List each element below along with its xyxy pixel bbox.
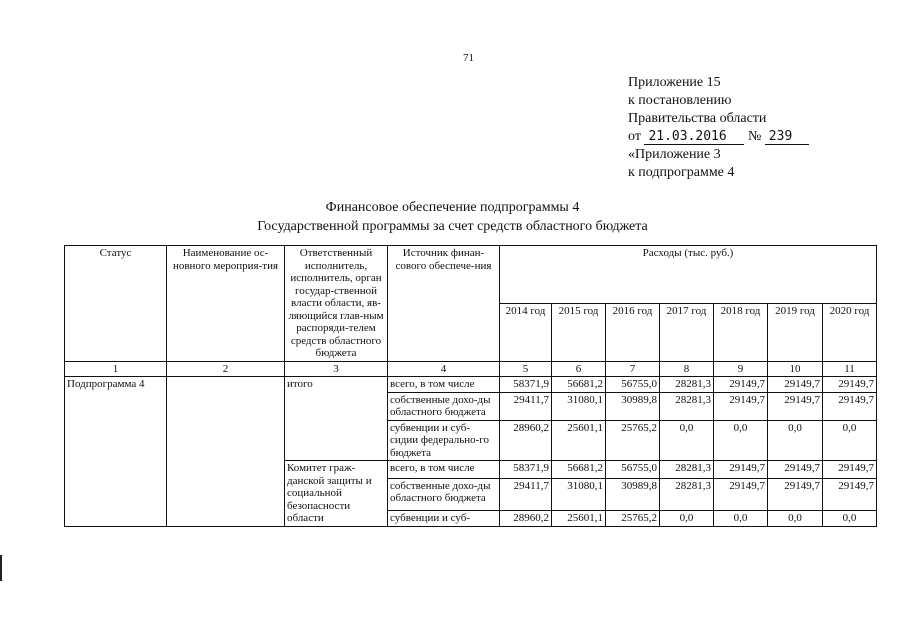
appendix-line-1: Приложение 15 <box>628 75 721 90</box>
value-cell: 0,0 <box>660 420 714 461</box>
header-status: Статус <box>65 246 167 362</box>
header-year: 2015 год <box>552 303 606 361</box>
appendix-line-2: к постановлению <box>628 93 732 108</box>
financing-table <box>64 245 877 527</box>
value-cell: 29149,7 <box>823 392 877 420</box>
value-cell: 25601,1 <box>552 420 606 461</box>
responsible-cell: итого <box>285 377 388 461</box>
value-cell: 30989,8 <box>606 392 660 420</box>
header-year: 2019 год <box>768 303 823 361</box>
value-cell: 28281,3 <box>660 377 714 393</box>
source-cell: субвенции и суб-сидии федерально-го бюджета <box>388 420 500 461</box>
title-line-1: Финансовое обеспечение подпрограммы 4 <box>325 200 580 215</box>
table-row <box>65 377 877 393</box>
column-number: 5 <box>500 361 552 377</box>
status-cell: Подпрограмма 4 <box>65 377 167 527</box>
column-number: 8 <box>660 361 714 377</box>
value-cell: 28960,2 <box>500 420 552 461</box>
value-cell: 29149,7 <box>714 461 768 479</box>
column-number: 10 <box>768 361 823 377</box>
value-cell: 29149,7 <box>714 377 768 393</box>
scan-edge-mark <box>0 555 2 581</box>
document-title <box>0 198 905 236</box>
value-cell: 0,0 <box>768 511 823 527</box>
header-expenses: Расходы (тыс. руб.) <box>500 246 877 304</box>
column-number: 1 <box>65 361 167 377</box>
value-cell: 56755,0 <box>606 377 660 393</box>
value-cell: 0,0 <box>768 420 823 461</box>
table-body <box>65 361 877 526</box>
page-number: 71 <box>463 52 474 64</box>
value-cell: 28960,2 <box>500 511 552 527</box>
value-cell: 28281,3 <box>660 461 714 479</box>
value-cell: 25601,1 <box>552 511 606 527</box>
appendix-line-5: «Приложение 3 <box>628 147 721 162</box>
header-source: Источник финан-сового обеспече-ния <box>388 246 500 362</box>
appendix-number-sign: № <box>747 129 762 144</box>
header-year: 2016 год <box>606 303 660 361</box>
column-number: 4 <box>388 361 500 377</box>
value-cell: 25765,2 <box>606 420 660 461</box>
value-cell: 28281,3 <box>660 478 714 510</box>
value-cell: 29149,7 <box>823 461 877 479</box>
value-cell: 29149,7 <box>768 461 823 479</box>
header-responsible: Ответственный исполнитель, исполнитель, орган государ-ственной власти области, яв-ляющийся глав-ным распоряди-телем средств областного бюджета <box>285 246 388 362</box>
value-cell: 56755,0 <box>606 461 660 479</box>
appendix-line-3: Правительства области <box>628 111 767 126</box>
value-cell: 56681,2 <box>552 377 606 393</box>
value-cell: 0,0 <box>714 420 768 461</box>
column-number: 6 <box>552 361 606 377</box>
column-number: 7 <box>606 361 660 377</box>
value-cell: 28281,3 <box>660 392 714 420</box>
column-number-row <box>65 361 877 377</box>
name-cell <box>167 377 285 527</box>
column-number: 2 <box>167 361 285 377</box>
value-cell: 29411,7 <box>500 392 552 420</box>
value-cell: 31080,1 <box>552 478 606 510</box>
title-line-2: Государственной программы за счет средств областного бюджета <box>257 219 648 234</box>
header-year: 2017 год <box>660 303 714 361</box>
column-number: 11 <box>823 361 877 377</box>
appendix-date-line <box>628 128 809 146</box>
header-year: 2020 год <box>823 303 877 361</box>
value-cell: 29149,7 <box>823 377 877 393</box>
value-cell: 31080,1 <box>552 392 606 420</box>
value-cell: 25765,2 <box>606 511 660 527</box>
source-cell: собственные дохо-ды областного бюджета <box>388 478 500 510</box>
value-cell: 29149,7 <box>714 392 768 420</box>
value-cell: 58371,9 <box>500 461 552 479</box>
appendix-date: 21.03.2016 <box>644 129 744 145</box>
header-name: Наименование ос-новного мероприя-тия <box>167 246 285 362</box>
source-cell: всего, в том числе <box>388 377 500 393</box>
header-year: 2014 год <box>500 303 552 361</box>
responsible-cell: Комитет граж-данской защиты и социальной безопасности области <box>285 461 388 527</box>
value-cell: 0,0 <box>823 420 877 461</box>
value-cell: 58371,9 <box>500 377 552 393</box>
value-cell: 29149,7 <box>768 392 823 420</box>
value-cell: 29411,7 <box>500 478 552 510</box>
value-cell: 29149,7 <box>714 478 768 510</box>
appendix-number: 239 <box>765 129 809 145</box>
appendix-line-6: к подпрограмме 4 <box>628 165 735 180</box>
value-cell: 30989,8 <box>606 478 660 510</box>
source-cell: всего, в том числе <box>388 461 500 479</box>
column-number: 3 <box>285 361 388 377</box>
value-cell: 29149,7 <box>768 377 823 393</box>
column-number: 9 <box>714 361 768 377</box>
value-cell: 56681,2 <box>552 461 606 479</box>
appendix-ot: от <box>628 129 641 144</box>
value-cell: 0,0 <box>660 511 714 527</box>
source-cell: субвенции и суб- <box>388 511 500 527</box>
value-cell: 0,0 <box>714 511 768 527</box>
appendix-block <box>628 74 809 182</box>
source-cell: собственные дохо-ды областного бюджета <box>388 392 500 420</box>
header-year: 2018 год <box>714 303 768 361</box>
value-cell: 0,0 <box>823 511 877 527</box>
value-cell: 29149,7 <box>823 478 877 510</box>
value-cell: 29149,7 <box>768 478 823 510</box>
